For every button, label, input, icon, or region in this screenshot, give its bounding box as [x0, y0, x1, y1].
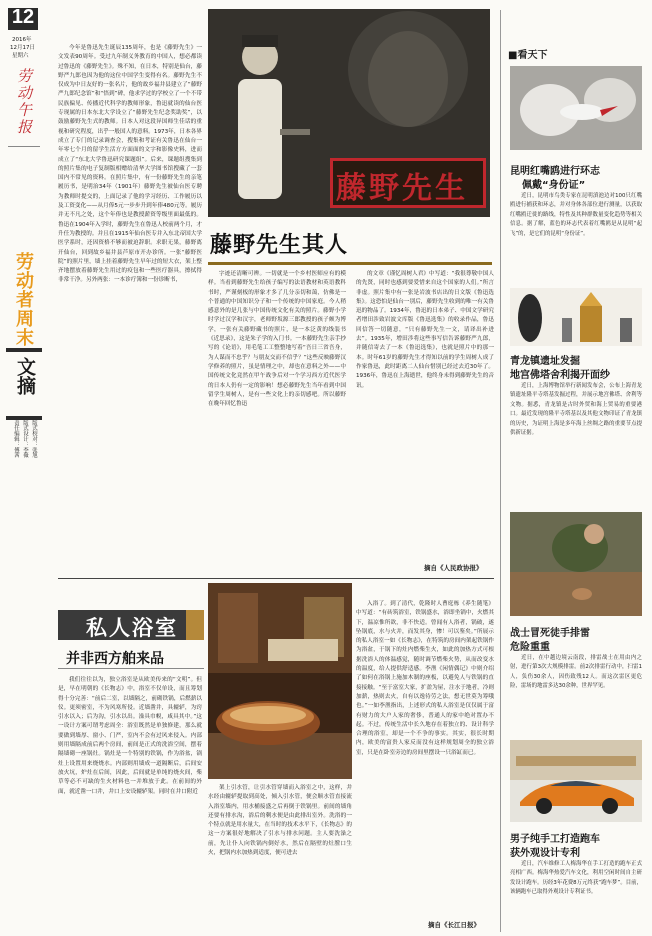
story2-column-3: 入浴了。到了清代，乾隆时人曹庭栋《养生随笔》中写道：“有砖筑浴室，铁锅盛水，浴即坐锅中，火燃其下，温凉惟所欲，非不快适。曾闻有人浴者，锅破，遂坠锅底，水与火并，而发其身，惨！可以鉴矣。”所展示的私人浴室一如《长物志》，在特筑的房间内架起铁锅作为浴盆，于锅下的灶内燃柴生火，如此的加热方式可根据洗浴人的体温感觉，随时调节燃柴火势，从而改变水的温度，给人提供舒适感。李渔《闲情偶记》中则介绍了如何在浴锅上施加木制的座板，以避免人与铁锅的直接接触。“至于富室大家，扩盈为屋，注水于地者，冷则加薪，热则去火，自有以逸待劳之法，想无世莫为筹哦也。”一如李渔指出，上述形式的私人浴室是仅仅属于富有财力的大户人家的奢侈，普通人的家中绝对置办不起。不过，传统生活中长久地存在着独立的、设计科学合理的浴室，却是一个不争的事实。其实，很长时期内，欧美的富贵人家反而没有这样规划周全的独立浴室，只是在卧室旁边的房间里摆设一只浴缸而已。 [356, 601, 494, 756]
issue-year: 2016年 [12, 37, 32, 43]
sidebar-item-2-body: 近日，上海博物馆举行新闻发布会，公布上海青龙镇遗址隆平寺塔基发掘过程，并展示地宫佛塔、舍利等文物。据悉，青龙镇是古时外贸和海上贸易的重要港口。最近发现的隆平寺塔基以及其他文物印证了青龙镇的历史，为证明上海是多年海上丝绸之路的重要节点提供新证据。 [510, 383, 642, 437]
sidebar-item-3-body: 近日，在中越边境云南段，排雷战士在用由内之射，进行第3次大规模排雷。前2次排雷行动中，扫雷1人，负伤30余人，因伤致残12人。而这次雷区更危险，雷场的地雷多达30余种，世界罕见。 [510, 655, 642, 690]
section-name: 劳动者周末 [13, 252, 34, 347]
sidebar-item-1-body: 近日，昆明市鸟类专家在昆明滇池边对100只红嘴鸥进行捕获和环志，并对身体各部位进行测量，以获取红嘴鸥迁徙的路线，特性及其种群数量变化趋势等相关信息。据了解，蓝色的环志代表着红嘴鸥是从昆明“起飞”的，是它们的昆明“身份证”。 [510, 193, 642, 237]
sidebar-divider [500, 10, 501, 932]
story1-title-rule [208, 262, 492, 265]
story2-subtitle: 并非西方舶来品 [66, 651, 164, 667]
editor-credit-3: 责任编辑：傅茜 [13, 420, 19, 458]
editor-credit-1: 版式校对：张旭 [31, 420, 37, 458]
story2-column-1: 我们往往以为，独立浴室是从欧美传来的“文明”。但是，早在明朝的《长物志》中，浴室不仅单设，而且筹划得十分完善：“前后二室，以墙隔之，前砌铁锅，后燃薪以仪。更须密室，不为风寒所侵。近墙凿井，具辘轳，为窍引水以入；后为沟，引水以出。澡具巾帨，咸具其中。”这一设计方案可谓考虑周全：浴室既然是单独修建，那么就要做到墙厚、窗小、门严，室内不会有过风来侵入。内部则用墙隔成前后两个房间，前间是正式的洗浴空间，摆着隔墙砌一座锅灶。锅灶是一个特别的铁锅，作为浴盆，锅灶上设置用来烧烧水。内部则用墙成一道隔断后，后间安放火坑，炉灶在后间，因此，后间就是单纯的烧火间，柴草等必不可缺的生火材料也一并堆放于此。在前间的外面，就近凿一口井，井口上安设辘轳架。同时在井口附近 [58, 677, 202, 795]
sidebar-item-2-photo [510, 288, 642, 346]
story1-column-1: 今年是鲁迅先生诞辰135周年，也是《藤野先生》一文发表90周年。受过九年制义务教育的中国人，想必都读过鲁迅的《藤野先生》。殊不知，在日本，特别是仙台，藤野严九郎也因为他的这位中国学生变得有名。藤野先生不仅成为中日友好的一张名片，他的故乡福井县建立了“藤野严九郎纪念馆”和“悟到”碑，他求学过的学校立了一个不带民族偏见、传播近代科学的教师形象，鲁迅就读的仙台医专现属的日本东北大学设立了“藤野先生纪念奖助奖”，以鼓励藤野先生式的教师。日本人对这段异国师生佳话的重视和研究程度，出乎一般国人的意料。1973年，日本各界成立了专门的记录调查会，搜集和考证有关鲁迅在仙台一年零七个月的留学生活方方面面的文字和影像史料，进而成立了“东北大学鲁迅研究课题组”。后来，课题组搜集到的照片集的电子复制版相赠给清华大学图书馆搜藏了一套国内不常见的资料。在照片集中，有一份藤野先生的亲笔履历书，是明治34年（1901年）藤野先生被仙台医专聘为教师时提交的，上面记录了他的学习经历、工作履历以及工资变化——从月俸5元一步步升到年俸480元等。履历并无不凡之处，这个年俸也是教授薪资等级里面最低的。鲁迅在1904年入学时，藤野先生在鲁迅人校前两个月，才升任为教授的。并且在1915年仙台医专并入东北帝国大学医学系时，还因资格不够而被迫辞职。求职无果，藤野离开仙台，回到故乡福井县芦原市开办诊所。一张“藤野医院”的照片里，墙上挂着藤野先生早年过的短大衣，架上整齐地摆放着藤野先生用过的疫包和一些医疗器具，擦拭得非常干净。另外两张：一本诊疗簿和一份诊断书， [58, 45, 202, 284]
gull-banding-illustration [510, 66, 642, 150]
sidebar-item-1-photo [510, 66, 642, 150]
bathroom-illustration [208, 583, 352, 779]
story1-column-2: 字迹还清晰可辨。一切就是一个乡村医师应有的模样。当看到藤野先生给孩子编写的法语教材和英语教科书时，严谨刻板的形象才多了几分亲切和蔼，仿佛是一个普通的中国知识分子和一个传统的中国家庭。今人稍感意外的是几张与中国传统文化有关的照片。藤野小学时学过汉学和汉字，老师野坂源三郎教授的孩子颇为博学，一张有关藤野藏书的照片，是一本泛黄的线装书《近思录》，这是朱子学的入门书。一本藤野先生亲手抄写的《论语》，用毛笔工工整整地写着“吾日三省吾身，为人谋而不忠乎？与朋友交而不信乎？”这些反映藤野汉学修养的照片，虽是情理之中，却也在意料之外——中国传统文化竟然在甲午战争后对一个学习西方近代医学的日本人仍有一定的影响！想必藤野先生当年看到中国留学生周树人，是有一些文化上的亲切感吧。所以藤野在晚年回忆鲁迅 [208, 271, 346, 408]
sidebar-item-1-title-2: 佩戴“身份证” [522, 180, 586, 191]
sidebar-item-3-photo [510, 512, 642, 616]
sidebar-item-2-title-2: 地宫佛塔舍利揭开面纱 [510, 370, 610, 381]
section-sub: 文摘 [14, 357, 36, 395]
strip-rule-top [8, 146, 40, 147]
story2-title: 私人浴室 [86, 616, 178, 640]
story1-source: 摘自《人民政协报》 [424, 564, 483, 572]
story2-subtitle-rule [58, 668, 204, 669]
editor-credit-2: 版式设计：李薇 [22, 420, 28, 458]
story1-column-3: 的文章《谨忆周树人君》中写道：“我很尊敬中国人的先贤，同时也感到要爱惜来自这个国家的人们。”所言非虚。照片集中有一张是岩波书店出的日文版《鲁迅选集》。这恐怕是仙台一别后，藤野先生收到的唯一有关鲁迅的物品了。1934年，鲁迅的日本弟子、中国文学研究者增田涉致岩波文库版《鲁迅选集》的收录作品，鲁迅回信答一切随意，“只有藤野先生一文，请译出补进去”。1935年，增田涉将这些事写信告诉藤野严九郎，并随信寄去了一本《鲁迅选集》，也就是照片中的那一本。时年61岁的藤野先生才得知以前的学生周树人成了作家鲁迅，此时距离二人仙台惜别已经过去近30年了。1936年，鲁迅在上海逝世，他终身未得到藤野先生的音讯。 [356, 271, 494, 389]
sidebar-item-2-title-1: 青龙镇遗址发掘 [510, 356, 580, 367]
story2-title-accent [186, 610, 204, 640]
page-number: 12 [11, 6, 35, 28]
story2-photo-bathroom [208, 583, 352, 779]
sidebar-item-3-title-1: 战士冒死徒手排雷 [510, 628, 590, 639]
story2-source: 摘自《长江日报》 [428, 921, 480, 929]
sidebar-item-4-photo [510, 740, 642, 822]
sidebar-item-3-title-2: 危险重重 [510, 642, 550, 653]
story-divider [58, 578, 494, 579]
sidebar-heading: ■看天下 [508, 50, 548, 61]
paper-name: 劳动午报 [15, 68, 33, 136]
sidebar-item-4-body: 近日，汽车维修工人梅海华在手工打造的跑车正式亮相广西。梅海华热爱汽车文化，利用空闲时间自主研发设计跑车。历经3年花费8万元终获“跑车梦”。目前，该辆跑车已取得外观设计专利证书。 [510, 861, 642, 896]
story1-title: 藤野先生其人 [210, 233, 349, 258]
issue-weekday: 星期六 [12, 53, 29, 59]
sidebar-item-1-title-1: 昆明红嘴鸥进行环志 [510, 166, 600, 177]
sports-car-illustration [510, 740, 642, 822]
story2-column-2: 架上引水管，让引水管穿墙而入浴室之中，这样，井水经由辘轳提取到高处，倾入引水管，便会顺水管直接流入浴室墙内，用水桶接盛之后再倒于铁锅里。前间的墙角还要有排水沟，浴后的剩水便是由此排出室外。洗浴的一个特点就是用水量大，在当时的技术水平下，《长物志》的这一方案很好地解决了引水与排水问题。主人要洗澡之前，先让仆人向铁锅内倒好水，然后在隔壁的灶膛口生火，把锅内水加热到适度，便可进去 [208, 785, 352, 857]
issue-date: 12月17日 [10, 45, 35, 51]
sidebar-item-4-title-1: 男子纯手工打造跑车 [510, 834, 600, 845]
story1-image-caption: 藤野先生 [336, 171, 468, 206]
sidebar-item-4-title-2: 获外观设计专利 [510, 848, 580, 859]
pagoda-illustration [510, 288, 642, 346]
demining-illustration [510, 512, 642, 616]
